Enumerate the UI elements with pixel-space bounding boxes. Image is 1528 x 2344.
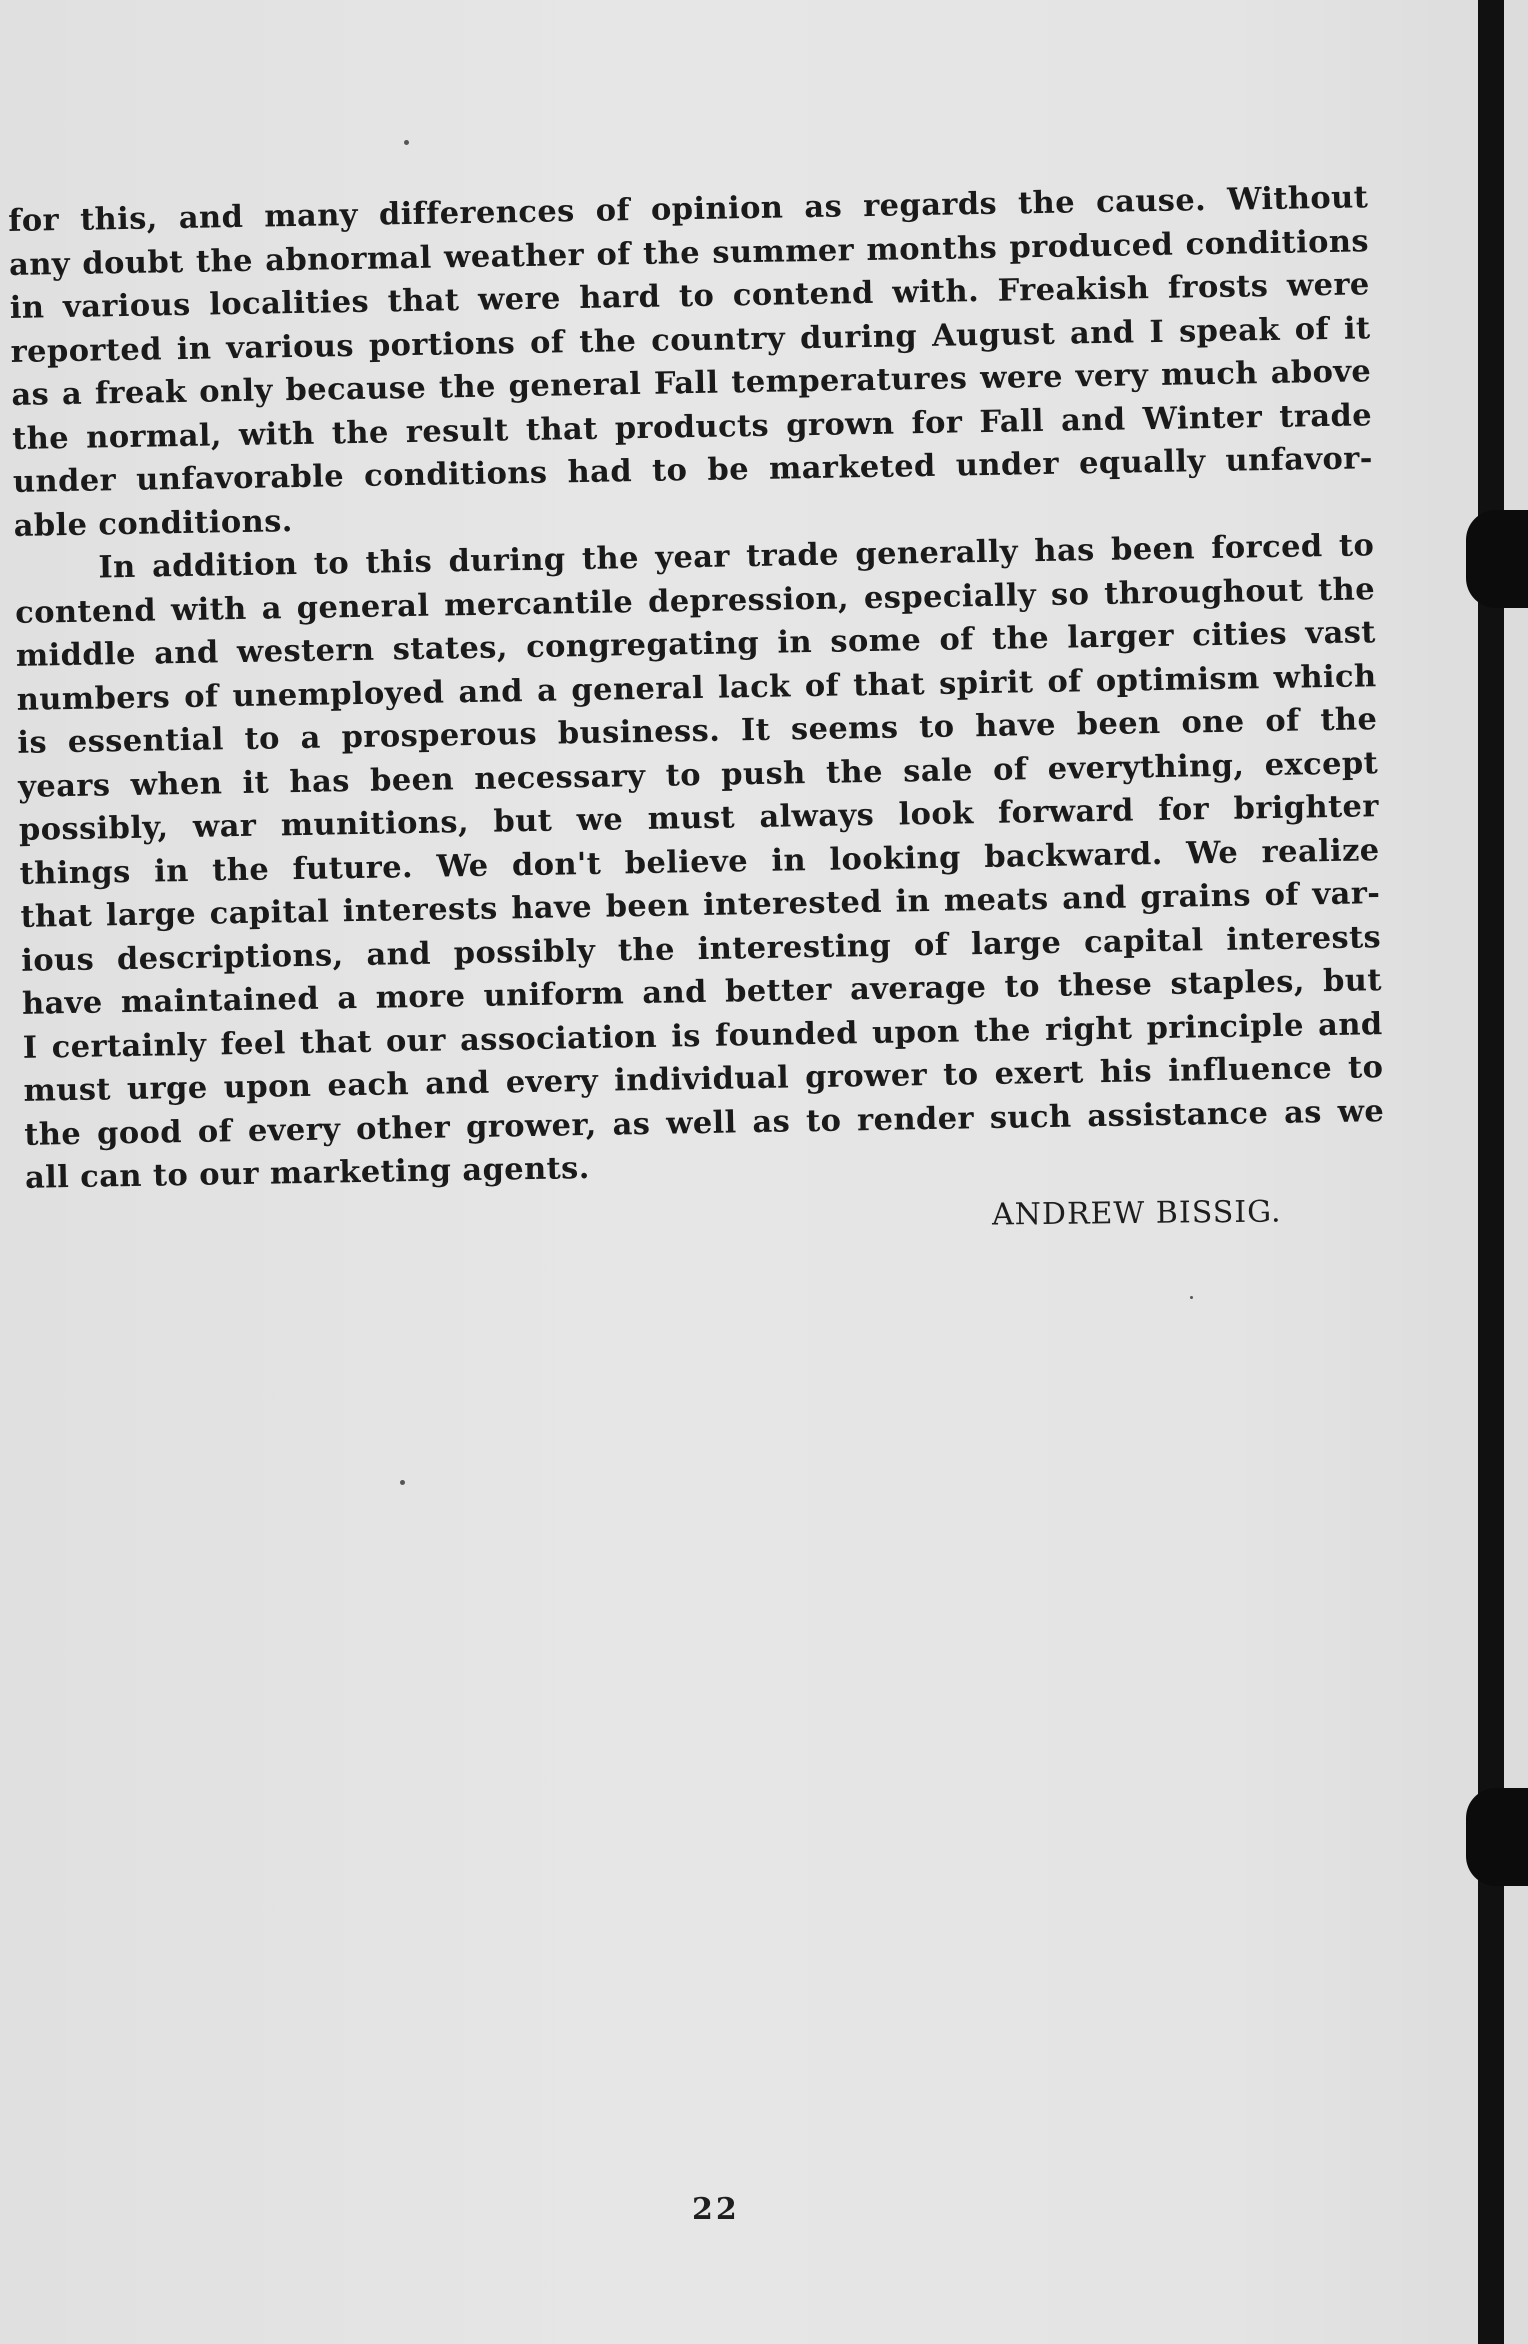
text-line: the normal, with the result that products grown for Fall and Winter trade: [11, 396, 1373, 457]
text-line: have maintained a more uniform and better average to these staples, but: [21, 962, 1383, 1022]
binding-bar: [1478, 0, 1504, 2344]
text-line: all can to our marketing agents.: [24, 1149, 591, 1196]
text-line: that large capital interests have been interested in meats and grains of var-: [20, 875, 1381, 935]
binding-edge: [1504, 0, 1528, 2344]
text-line: the good of every other grower, as well as to render such assistance as we: [23, 1092, 1385, 1153]
body-text: [8, 176, 1385, 1200]
text-line: is essential to a prosperous business. It seems to have been one of the: [17, 701, 1378, 761]
text-line: under unfavorable conditions had to be marketed under equally unfavor-: [12, 440, 1374, 500]
scan-speck: [400, 1480, 405, 1485]
text-line: things in the future. We don't believe in looking backward. We realize: [19, 831, 1380, 892]
text-line: as a freak only because the general Fall temperatures were very much above: [11, 353, 1372, 413]
text-line: contend with a general mercantile depression, especially so throughout the: [14, 570, 1376, 631]
text-line: able conditions.: [13, 502, 294, 544]
text-line: middle and western states, congregating in some of the larger cities vast: [15, 614, 1377, 674]
text-line: In addition to this during the year trade generally has been forced to: [98, 527, 1375, 586]
text-line: years when it has been necessary to push the sale of everything, except: [17, 744, 1379, 805]
binding-clip: [1466, 510, 1528, 608]
text-line: any doubt the abnormal weather of the summer months produced conditions: [8, 222, 1370, 283]
paragraph-1: [8, 176, 1374, 548]
page-number: 22: [692, 2192, 740, 2227]
text-line: numbers of unemployed and a general lack of that spirit of optimism which: [16, 657, 1377, 718]
text-line: in various localities that were hard to contend with. Freakish frosts were: [9, 266, 1370, 326]
text-line: reported in various portions of the country during August and I speak of it: [10, 309, 1371, 370]
paragraph-2: [14, 524, 1385, 1200]
signature: ANDREW BISSIG.: [991, 1194, 1282, 1233]
scan-speck: [404, 140, 409, 145]
scan-speck: [1190, 1296, 1193, 1299]
text-line: I certainly feel that our association is founded upon the right principle and: [22, 1005, 1383, 1066]
text-line: must urge upon each and every individual grower to exert his influence to: [23, 1049, 1384, 1109]
text-line: ious descriptions, and possibly the interesting of large capital interests: [20, 918, 1382, 979]
text-line: possibly, war munitions, but we must always look forward for brighter: [18, 788, 1380, 848]
binding-clip: [1466, 1788, 1528, 1886]
text-line: for this, and many differences of opinion as regards the cause. Without: [8, 179, 1369, 239]
